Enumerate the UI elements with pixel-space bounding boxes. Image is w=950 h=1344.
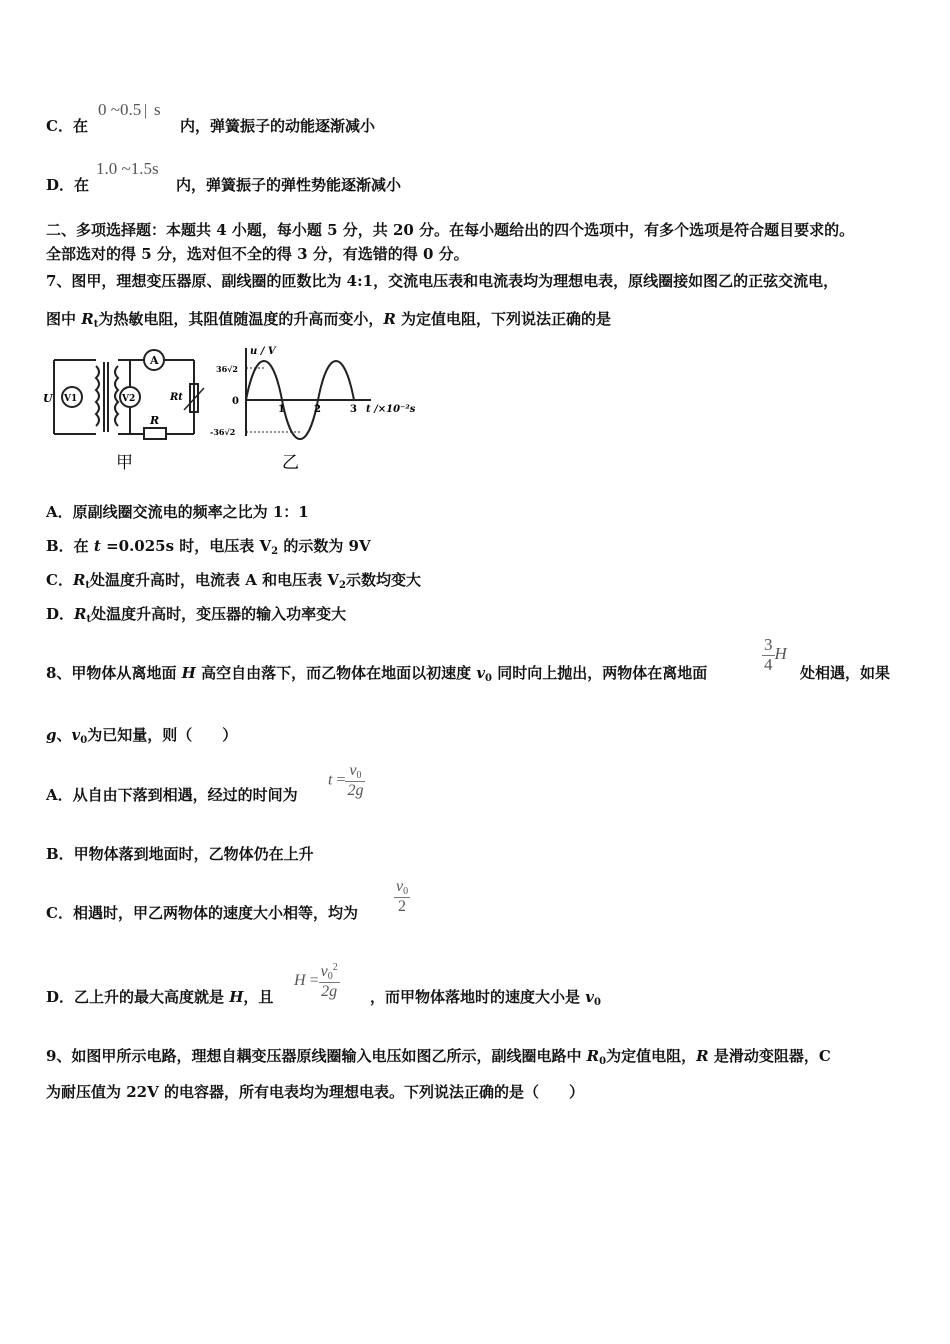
- q7-stem-line1: 7、图甲，理想变压器原、副线圈的匝数比为 4:1，交流电压表和电流表均为理想电表，原线圈接如图乙的正弦交流电，: [46, 272, 839, 290]
- figure-label-jia: 甲: [116, 453, 133, 473]
- figure-label-yi: 乙: [282, 453, 299, 473]
- q8-option-c: C．相遇时，甲乙两物体的速度大小相等，均为: [46, 904, 358, 922]
- q9-stem-line2: 为耐压值为 22V 的电容器，所有电表均为理想电表。下列说法正确的是（ ）: [46, 1083, 584, 1101]
- option-c-prev-text: 内，弹簧振子的动能逐渐减小: [180, 117, 376, 135]
- q7-option-a: A．原副线圈交流电的频率之比为 1：1: [46, 503, 309, 521]
- circuit-label-r: R: [150, 414, 160, 427]
- q7-stem-line2: 图中 $R_t$为热敏电阻，其阻值随温度的升高而变小，R 为定值电阻，下列说法正确的是: [46, 310, 612, 330]
- q8-option-d-tail: ，而甲物体落地时的速度大小是 $v_0$: [370, 988, 601, 1008]
- sine-graph: [246, 348, 371, 439]
- circuit-label-v2: V2: [122, 394, 136, 404]
- q8-option-a: A．从自由下落到相遇，经过的时间为: [46, 786, 298, 804]
- graph-y-top: 36√2: [216, 364, 238, 374]
- q8-option-d-formula: H = $\frac{v_0^2}{2g}$: [294, 962, 338, 1000]
- q8-option-a-formula: t = $\frac{v_0}{2g}$: [328, 762, 364, 799]
- graph-tick-2: 2: [314, 404, 321, 415]
- q7-option-d: D．$R_t$处温度升高时，变压器的输入功率变大: [46, 605, 347, 625]
- option-d-prev-math: 1.0 ~1.5s: [96, 159, 159, 178]
- option-c-prev: C．在: [46, 117, 88, 135]
- graph-origin: 0: [232, 396, 239, 407]
- circuit-label-a: A: [150, 354, 159, 367]
- q8-stem-line2: g、$v_0$为已知量，则（ ）: [46, 726, 238, 746]
- graph-axis-y: u / V: [250, 346, 276, 357]
- option-d-prev: D．在: [46, 176, 90, 194]
- q7-option-b: B．在 t =0.025s 时，电压表 $V_2$ 的示数为 9V: [46, 537, 371, 557]
- option-c-prev-math: 0 ~0.5│ s: [98, 100, 161, 119]
- graph-tick-1: 1: [278, 404, 285, 415]
- graph-y-bottom: -36√2: [210, 427, 236, 437]
- circuit-label-v1: V1: [64, 394, 78, 404]
- circuit-label-u: U: [43, 392, 53, 405]
- q8-stem-line1-tail: 处相遇，如果: [800, 664, 891, 682]
- option-d-prev-text: 内，弹簧振子的弹性势能逐渐减小: [176, 176, 402, 194]
- graph-tick-3: 3: [350, 404, 357, 415]
- q8-fraction-3-4-h: $\frac{3}{4}$ H: [764, 635, 787, 674]
- q7-figure: [43, 338, 436, 478]
- q9-stem-line1: 9、如图甲所示电路，理想自耦变压器原线圈输入电压如图乙所示，副线圈电路中 $R_0$为定值电阻，R 是滑动变阻器，C: [46, 1047, 831, 1067]
- q8-option-b: B．甲物体落到地面时，乙物体仍在上升: [46, 845, 314, 863]
- section-2-header: 二、多项选择题：本题共 4 小题，每小题 5 分，共 20 分。在每小题给出的四个选项中，有多个选项是符合题目要求的。 全部选对的得 5 分，选对但不全的得 3 分，有选错的得 0 分。: [46, 221, 855, 263]
- q8-option-d: D．乙上升的最大高度就是 H，且: [46, 988, 274, 1006]
- q8-option-c-formula: $\frac{v_0}{2}$: [396, 878, 409, 915]
- q7-option-c: C．$R_t$处温度升高时，电流表 A 和电压表 $V_2$示数均变大: [46, 571, 421, 591]
- circuit-label-rt: Rt: [170, 392, 183, 403]
- graph-axis-x: t /×10⁻²s: [366, 404, 416, 415]
- q8-stem-line1: 8、甲物体从离地面 H 高空自由落下，而乙物体在地面以初速度 $v_0$ 同时向上抛出，两物体在离地面: [46, 664, 708, 684]
